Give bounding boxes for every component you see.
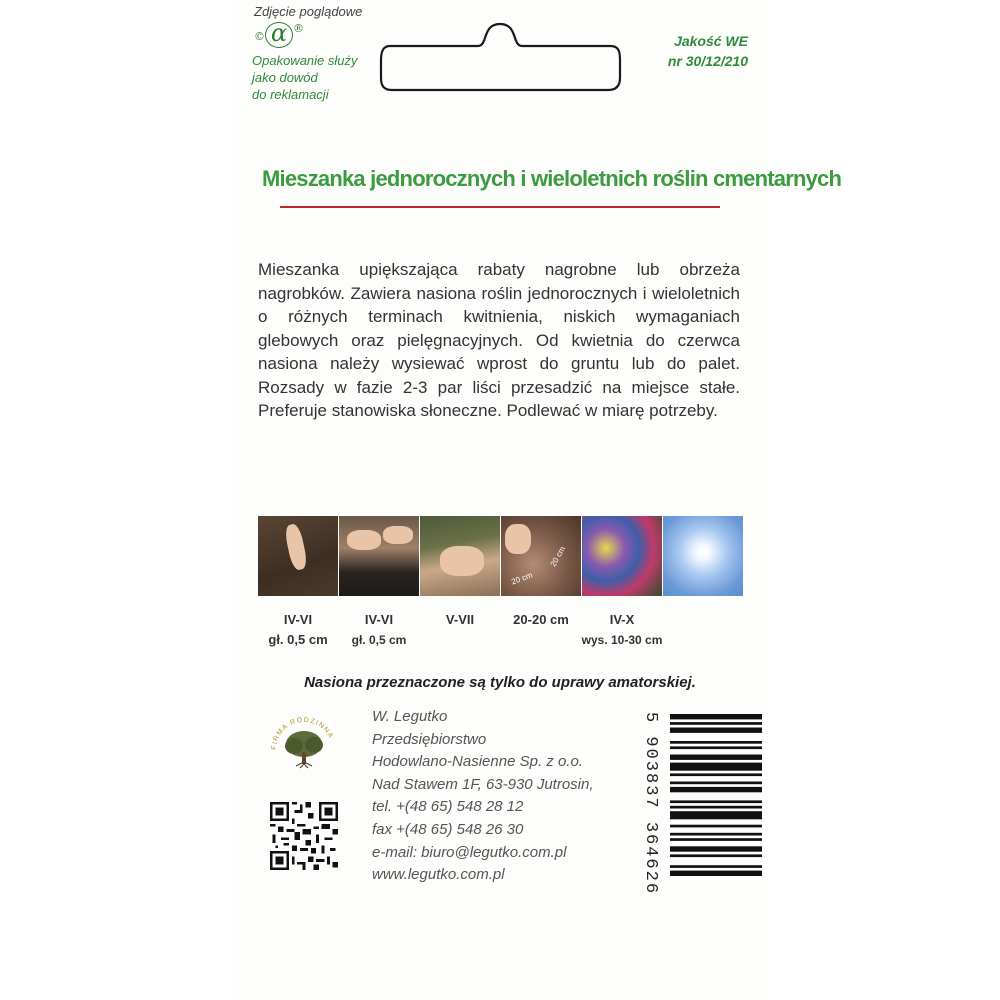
caption-detail: gł. 0,5 cm bbox=[351, 633, 407, 647]
barcode-bar bbox=[670, 871, 762, 876]
barcode-bar bbox=[670, 838, 762, 841]
title-underline bbox=[280, 206, 720, 208]
caption-period: IV-VI bbox=[283, 612, 313, 627]
proof-line: jako dowód bbox=[252, 70, 318, 85]
flowers-photo bbox=[582, 516, 662, 596]
quality-line: Jakość WE bbox=[674, 33, 748, 49]
company-fax: fax +(48 65) 548 26 30 bbox=[372, 820, 524, 838]
barcode-bar bbox=[670, 763, 762, 771]
company-email: e-mail: biuro@legutko.com.pl bbox=[372, 843, 567, 861]
barcode-bar bbox=[670, 833, 762, 836]
caption-period: V-VII bbox=[445, 612, 475, 627]
barcode-bar bbox=[670, 846, 762, 851]
company-phone: tel. +(48 65) 548 28 12 bbox=[372, 798, 524, 816]
barcode-bar bbox=[670, 755, 762, 760]
barcode-bar bbox=[670, 714, 762, 719]
barcode-number: 5 903837 364626 bbox=[641, 712, 660, 896]
barcode-bar bbox=[670, 865, 762, 868]
caption bbox=[339, 610, 419, 650]
alpha-quality-logo bbox=[254, 19, 304, 48]
sowing-photo bbox=[258, 516, 338, 596]
hang-hole-outline bbox=[378, 20, 624, 96]
cultivation-photo-strip bbox=[258, 516, 744, 596]
barcode-bar bbox=[670, 806, 762, 809]
family-company-tree-logo bbox=[266, 704, 342, 780]
barcode-bar bbox=[670, 746, 762, 749]
barcode-bar bbox=[670, 854, 762, 857]
barcode-bar bbox=[670, 773, 762, 776]
barcode-bar bbox=[670, 741, 762, 744]
barcode-bar bbox=[670, 722, 762, 725]
caption-detail: wys. 10-30 cm bbox=[581, 633, 663, 647]
caption-period: 20-20 cm bbox=[513, 612, 569, 627]
quality-number: nr 30/12/210 bbox=[667, 53, 748, 69]
company-line: Przedsiębiorstwo bbox=[372, 730, 487, 748]
caption-period: IV-X bbox=[609, 612, 635, 627]
sun-icon bbox=[663, 516, 743, 596]
tree-logo-text: FIRMA RODZINNA bbox=[270, 716, 335, 751]
spacing-label: 20 cm bbox=[548, 544, 568, 569]
registered-mark: ® bbox=[293, 22, 304, 35]
barcode-bar bbox=[670, 782, 762, 785]
barcode-bar bbox=[670, 825, 762, 828]
caption-detail: gł. 0,5 cm bbox=[268, 632, 328, 647]
product-description: Mieszanka upiększająca rabaty nagrobne lub obrzeża nagrobków. Zawiera nasiona roślin jednorocznych i wieloletnich o różnych terminach kwitnienia, niskich wymaganiach glebowych oraz pielęgnacyjnych. Od kwietnia do czerwca nasiona należy wysiewać wprost do gruntu lub do palet. Rozsady w fazie 2-3 par liści przesadzić na miejsce stałe. Preferuje stanowiska słoneczne. Podlewać w miarę potrzeby. bbox=[258, 260, 740, 420]
preview-note: Zdjęcie poglądowe bbox=[254, 4, 363, 19]
company-address-line: Nad Stawem 1F, 63-930 Jutrosin, bbox=[372, 775, 594, 793]
amateur-use-note: Nasiona przeznaczone są tylko do uprawy amatorskiej. bbox=[304, 674, 696, 691]
caption bbox=[258, 610, 338, 650]
barcode-bar bbox=[670, 787, 762, 792]
caption-period: IV-VI bbox=[364, 612, 394, 627]
barcode-bar bbox=[670, 728, 762, 733]
company-name: W. Legutko bbox=[372, 708, 448, 725]
tray-sowing-photo bbox=[339, 516, 419, 596]
copyright-mark: © bbox=[254, 30, 265, 43]
quality-cert bbox=[668, 31, 748, 71]
company-address bbox=[372, 706, 594, 887]
spacing-photo bbox=[501, 516, 581, 596]
product-title: Mieszanka jednorocznych i wieloletnich roślin cmentarnych bbox=[262, 166, 842, 191]
barcode-bar bbox=[670, 800, 762, 803]
company-website: www.legutko.com.pl bbox=[372, 866, 505, 884]
company-line: Hodowlano-Nasienne Sp. z o.o. bbox=[372, 753, 583, 771]
spacing-label: 20 cm bbox=[510, 570, 534, 587]
proof-line: Opakowanie służy bbox=[252, 53, 358, 68]
ean-barcode bbox=[648, 712, 764, 882]
proof-line: do reklamacji bbox=[252, 87, 329, 102]
caption bbox=[420, 610, 500, 630]
complaint-proof-note bbox=[252, 52, 382, 103]
caption bbox=[572, 610, 672, 650]
caption bbox=[501, 610, 581, 630]
qr-code-icon bbox=[270, 802, 338, 870]
alpha-letter: α bbox=[265, 22, 293, 48]
transplant-photo bbox=[420, 516, 500, 596]
barcode-bar bbox=[670, 811, 762, 819]
